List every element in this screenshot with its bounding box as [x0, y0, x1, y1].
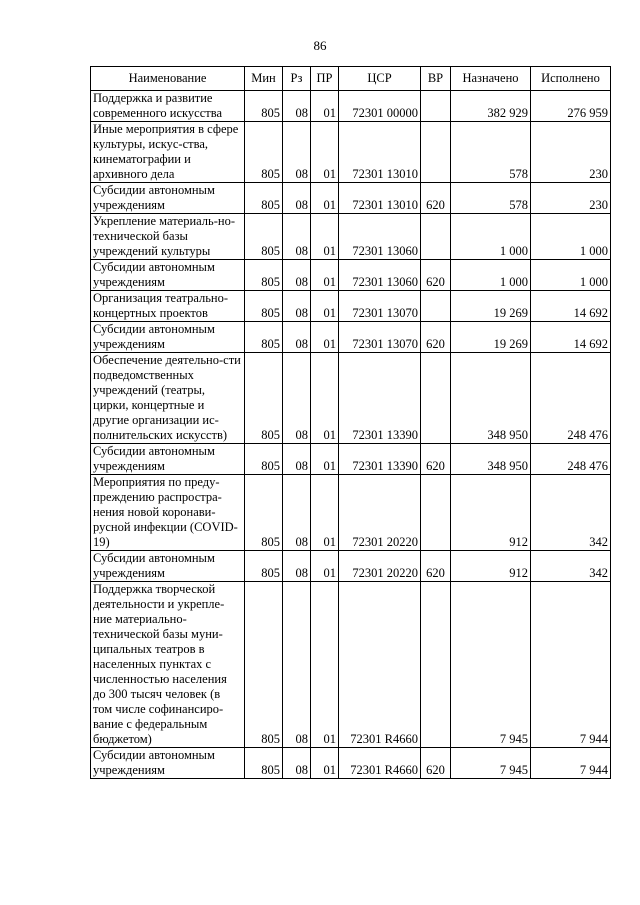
cell-csr: 72301 00000	[339, 91, 421, 122]
cell-rz: 08	[283, 353, 311, 444]
cell-csr: 72301 R4660	[339, 748, 421, 779]
cell-name: Субсидии автономным учреждениям	[91, 551, 245, 582]
cell-vr	[421, 475, 451, 551]
cell-name: Субсидии автономным учреждениям	[91, 322, 245, 353]
cell-executed: 230	[531, 122, 611, 183]
cell-name: Мероприятия по преду-преждению распростра-нения новой коронави-русной инфекции (COVID-19)	[91, 475, 245, 551]
table-body	[91, 91, 611, 779]
table-row	[91, 353, 611, 444]
cell-executed: 7 944	[531, 582, 611, 748]
cell-rz: 08	[283, 322, 311, 353]
cell-csr: 72301 13010	[339, 183, 421, 214]
cell-rz: 08	[283, 444, 311, 475]
cell-assigned: 578	[451, 183, 531, 214]
header-row	[91, 67, 611, 91]
table-row	[91, 183, 611, 214]
cell-vr	[421, 291, 451, 322]
cell-pr: 01	[311, 214, 339, 260]
header-csr: ЦСР	[339, 67, 421, 91]
header-executed: Исполнено	[531, 67, 611, 91]
cell-csr: 72301 13390	[339, 353, 421, 444]
cell-assigned: 7 945	[451, 748, 531, 779]
budget-table	[90, 66, 611, 779]
cell-name: Организация театрально-концертных проектов	[91, 291, 245, 322]
cell-name: Субсидии автономным учреждениям	[91, 748, 245, 779]
cell-csr: 72301 13060	[339, 214, 421, 260]
header-rz: Рз	[283, 67, 311, 91]
cell-assigned: 348 950	[451, 353, 531, 444]
cell-rz: 08	[283, 475, 311, 551]
cell-min: 805	[245, 353, 283, 444]
cell-rz: 08	[283, 260, 311, 291]
cell-min: 805	[245, 291, 283, 322]
cell-vr	[421, 582, 451, 748]
table-row	[91, 214, 611, 260]
cell-pr: 01	[311, 582, 339, 748]
table-row	[91, 322, 611, 353]
table-row	[91, 260, 611, 291]
cell-min: 805	[245, 475, 283, 551]
cell-executed: 276 959	[531, 91, 611, 122]
cell-vr	[421, 122, 451, 183]
cell-name: Субсидии автономным учреждениям	[91, 444, 245, 475]
header-name: Наименование	[91, 67, 245, 91]
cell-assigned: 1 000	[451, 214, 531, 260]
cell-rz: 08	[283, 582, 311, 748]
cell-rz: 08	[283, 748, 311, 779]
cell-assigned: 912	[451, 475, 531, 551]
table-row	[91, 122, 611, 183]
cell-executed: 1 000	[531, 214, 611, 260]
cell-min: 805	[245, 183, 283, 214]
table-row	[91, 444, 611, 475]
header-pr: ПР	[311, 67, 339, 91]
cell-assigned: 348 950	[451, 444, 531, 475]
cell-pr: 01	[311, 322, 339, 353]
table-row	[91, 475, 611, 551]
cell-executed: 14 692	[531, 322, 611, 353]
cell-min: 805	[245, 551, 283, 582]
cell-pr: 01	[311, 122, 339, 183]
cell-vr: 620	[421, 748, 451, 779]
header-vr: ВР	[421, 67, 451, 91]
table-row	[91, 748, 611, 779]
cell-assigned: 912	[451, 551, 531, 582]
cell-name: Иные мероприятия в сфере культуры, искус-ства, кинематографии и архивного дела	[91, 122, 245, 183]
cell-vr	[421, 91, 451, 122]
cell-assigned: 7 945	[451, 582, 531, 748]
cell-rz: 08	[283, 551, 311, 582]
cell-vr: 620	[421, 322, 451, 353]
cell-executed: 248 476	[531, 353, 611, 444]
cell-min: 805	[245, 122, 283, 183]
cell-pr: 01	[311, 291, 339, 322]
cell-vr: 620	[421, 183, 451, 214]
cell-name: Субсидии автономным учреждениям	[91, 260, 245, 291]
cell-csr: 72301 13070	[339, 322, 421, 353]
cell-vr: 620	[421, 444, 451, 475]
page-number: 86	[313, 38, 327, 53]
cell-rz: 08	[283, 91, 311, 122]
table-row	[91, 582, 611, 748]
cell-assigned: 382 929	[451, 91, 531, 122]
cell-vr: 620	[421, 551, 451, 582]
cell-name: Поддержка творческой деятельности и укрепле-ние материально-технической базы муни-ципальных театров в населенных пунктах с численностью населения до 300 тысяч человек (в том числе софинансиро-вание с федеральным бюджетом)	[91, 582, 245, 748]
cell-pr: 01	[311, 183, 339, 214]
header-assigned: Назначено	[451, 67, 531, 91]
cell-csr: 72301 13060	[339, 260, 421, 291]
cell-vr	[421, 214, 451, 260]
table-row	[91, 91, 611, 122]
cell-vr: 620	[421, 260, 451, 291]
cell-rz: 08	[283, 291, 311, 322]
cell-name: Укрепление материаль-но-технической базы учреждений культуры	[91, 214, 245, 260]
cell-executed: 1 000	[531, 260, 611, 291]
cell-min: 805	[245, 748, 283, 779]
cell-csr: 72301 R4660	[339, 582, 421, 748]
cell-pr: 01	[311, 353, 339, 444]
cell-csr: 72301 20220	[339, 475, 421, 551]
cell-min: 805	[245, 214, 283, 260]
cell-min: 805	[245, 91, 283, 122]
cell-executed: 7 944	[531, 748, 611, 779]
table-row	[91, 551, 611, 582]
cell-min: 805	[245, 322, 283, 353]
table-row	[91, 291, 611, 322]
cell-name: Поддержка и развитие современного искусства	[91, 91, 245, 122]
cell-rz: 08	[283, 214, 311, 260]
cell-assigned: 19 269	[451, 291, 531, 322]
cell-executed: 248 476	[531, 444, 611, 475]
cell-assigned: 1 000	[451, 260, 531, 291]
cell-pr: 01	[311, 551, 339, 582]
cell-rz: 08	[283, 183, 311, 214]
cell-executed: 342	[531, 475, 611, 551]
header-min: Мин	[245, 67, 283, 91]
cell-pr: 01	[311, 91, 339, 122]
cell-csr: 72301 13010	[339, 122, 421, 183]
cell-executed: 342	[531, 551, 611, 582]
cell-assigned: 19 269	[451, 322, 531, 353]
cell-csr: 72301 13390	[339, 444, 421, 475]
cell-pr: 01	[311, 748, 339, 779]
cell-csr: 72301 13070	[339, 291, 421, 322]
cell-pr: 01	[311, 444, 339, 475]
cell-name: Субсидии автономным учреждениям	[91, 183, 245, 214]
cell-min: 805	[245, 582, 283, 748]
cell-executed: 14 692	[531, 291, 611, 322]
cell-name: Обеспечение деятельно-сти подведомственных учреждений (театры, цирки, концертные и другие организации ис-полнительских искусств)	[91, 353, 245, 444]
cell-pr: 01	[311, 475, 339, 551]
cell-csr: 72301 20220	[339, 551, 421, 582]
cell-min: 805	[245, 444, 283, 475]
cell-assigned: 578	[451, 122, 531, 183]
cell-pr: 01	[311, 260, 339, 291]
cell-executed: 230	[531, 183, 611, 214]
cell-min: 805	[245, 260, 283, 291]
cell-vr	[421, 353, 451, 444]
cell-rz: 08	[283, 122, 311, 183]
